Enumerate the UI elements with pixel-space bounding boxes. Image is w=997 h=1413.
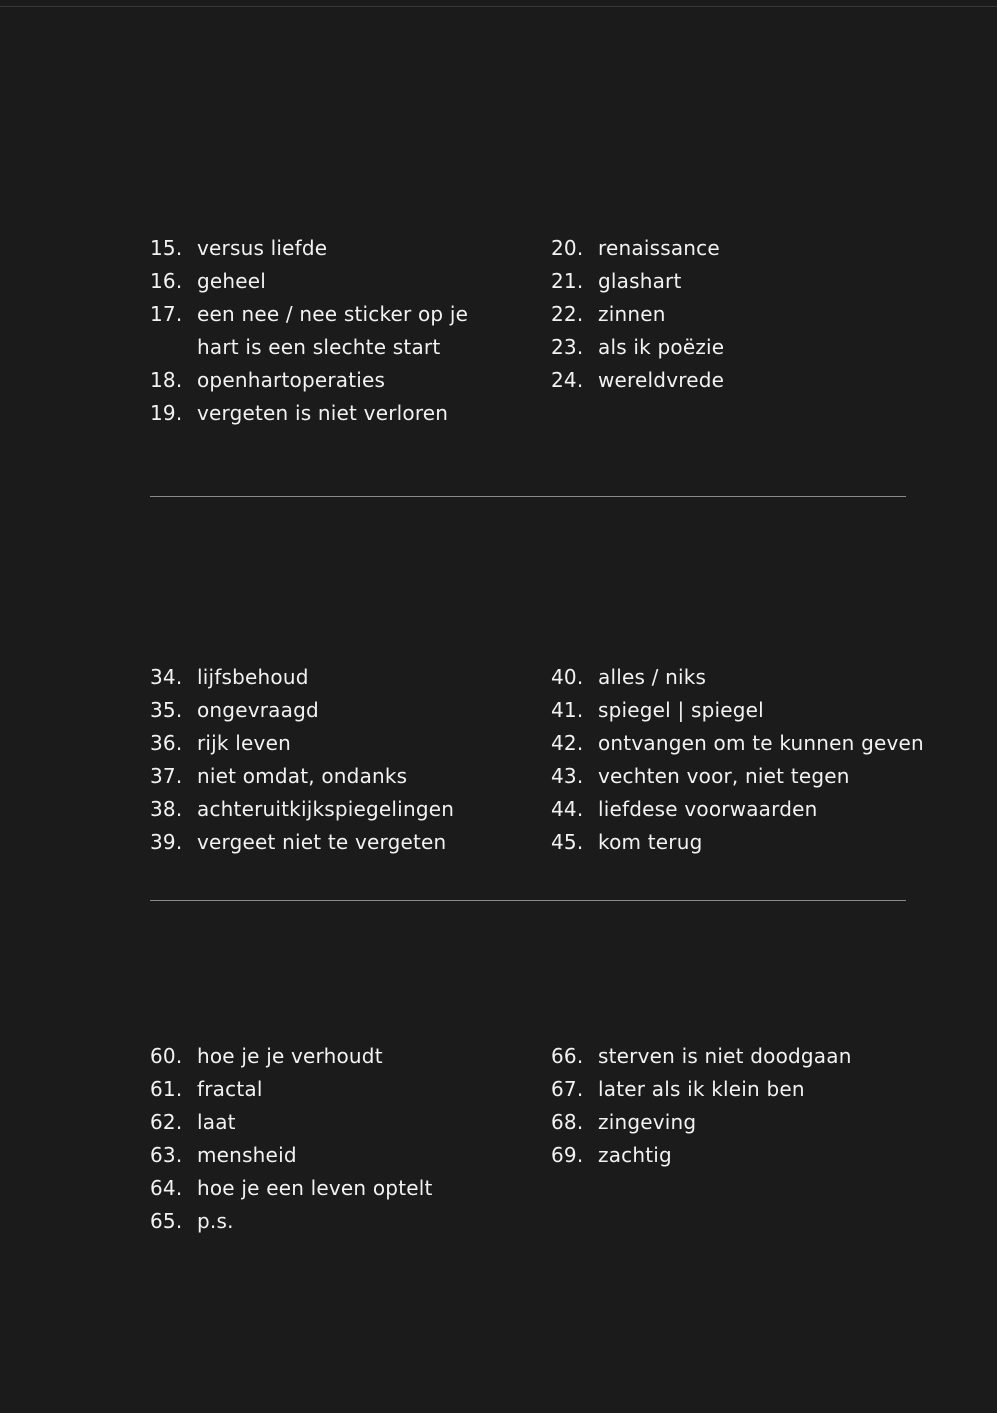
- item-number: 62.: [150, 1110, 183, 1134]
- item-title: ongevraagd: [197, 698, 319, 722]
- toc-item: [150, 364, 540, 397]
- item-number: 42.: [551, 731, 584, 755]
- item-number: 18.: [150, 368, 183, 392]
- item-number: 38.: [150, 797, 183, 821]
- item-title: vergeten is niet verloren: [197, 401, 449, 425]
- item-title: laat: [197, 1110, 236, 1134]
- toc-item: [150, 1040, 540, 1073]
- item-number: 35.: [150, 698, 183, 722]
- toc-item: [551, 232, 931, 265]
- item-title: fractal: [197, 1077, 263, 1101]
- item-title: vergeet niet te vergeten: [197, 830, 447, 854]
- toc-item: [150, 661, 540, 694]
- item-number: 17.: [150, 302, 183, 326]
- toc-item: [551, 331, 931, 364]
- item-title: mensheid: [197, 1143, 297, 1167]
- toc-column-left: [150, 232, 540, 430]
- toc-item: [551, 661, 931, 694]
- item-title: zinnen: [598, 302, 666, 326]
- item-title: kom terug: [598, 830, 703, 854]
- item-title: alles / niks: [598, 665, 707, 689]
- toc-item: [551, 1106, 931, 1139]
- item-number: 40.: [551, 665, 584, 689]
- toc-item: [150, 265, 540, 298]
- item-title: als ik poëzie: [598, 335, 725, 359]
- item-number: 37.: [150, 764, 183, 788]
- item-title: geheel: [197, 269, 267, 293]
- item-number: 22.: [551, 302, 584, 326]
- section-divider: [150, 900, 906, 901]
- item-title: achteruitkijkspiegelingen: [197, 797, 455, 821]
- item-title: later als ik klein ben: [598, 1077, 805, 1101]
- toc-item: [150, 793, 540, 826]
- top-border: [0, 6, 997, 7]
- item-number: 21.: [551, 269, 584, 293]
- toc-item: [150, 397, 540, 430]
- toc-item: [551, 826, 931, 859]
- item-number: 64.: [150, 1176, 183, 1200]
- toc-item: [150, 694, 540, 727]
- item-title: niet omdat, ondanks: [197, 764, 408, 788]
- item-title: liefdese voorwaarden: [598, 797, 818, 821]
- item-title: een nee / nee sticker op je hart is een slechte start: [197, 302, 469, 359]
- item-title: versus liefde: [197, 236, 328, 260]
- item-number: 63.: [150, 1143, 183, 1167]
- item-number: 68.: [551, 1110, 584, 1134]
- item-number: 36.: [150, 731, 183, 755]
- section-divider: [150, 496, 906, 497]
- item-title: lijfsbehoud: [197, 665, 309, 689]
- toc-item: [150, 727, 540, 760]
- item-number: 19.: [150, 401, 183, 425]
- toc-column-right: [551, 1040, 931, 1172]
- item-number: 41.: [551, 698, 584, 722]
- toc-item: [150, 1205, 540, 1238]
- item-title: wereldvrede: [598, 368, 725, 392]
- toc-item: [150, 232, 540, 265]
- item-title: sterven is niet doodgaan: [598, 1044, 852, 1068]
- item-number: 20.: [551, 236, 584, 260]
- toc-item: [150, 298, 540, 364]
- item-title: zingeving: [598, 1110, 697, 1134]
- toc-item: [551, 1139, 931, 1172]
- toc-item: [551, 694, 931, 727]
- item-title: spiegel | spiegel: [598, 698, 764, 722]
- item-number: 45.: [551, 830, 584, 854]
- toc-item: [551, 793, 931, 826]
- toc-item: [551, 364, 931, 397]
- toc-item: [150, 1106, 540, 1139]
- toc-item: [150, 1172, 540, 1205]
- item-number: 34.: [150, 665, 183, 689]
- item-title: hoe je je verhoudt: [197, 1044, 383, 1068]
- item-title: ontvangen om te kunnen geven: [598, 731, 924, 755]
- item-title: zachtig: [598, 1143, 672, 1167]
- item-title: renaissance: [598, 236, 720, 260]
- toc-item: [150, 1073, 540, 1106]
- item-number: 23.: [551, 335, 584, 359]
- item-number: 60.: [150, 1044, 183, 1068]
- item-title: vechten voor, niet tegen: [598, 764, 850, 788]
- toc-item: [551, 298, 931, 331]
- item-number: 61.: [150, 1077, 183, 1101]
- toc-column-left: [150, 1040, 540, 1238]
- item-title: hoe je een leven optelt: [197, 1176, 433, 1200]
- item-number: 15.: [150, 236, 183, 260]
- item-title: rijk leven: [197, 731, 291, 755]
- toc-item: [551, 727, 931, 760]
- item-number: 39.: [150, 830, 183, 854]
- item-title: openhartoperaties: [197, 368, 386, 392]
- item-title: glashart: [598, 269, 682, 293]
- item-number: 65.: [150, 1209, 183, 1233]
- toc-item: [150, 760, 540, 793]
- item-number: 66.: [551, 1044, 584, 1068]
- item-number: 16.: [150, 269, 183, 293]
- item-number: 43.: [551, 764, 584, 788]
- toc-column-left: [150, 661, 540, 859]
- item-number: 67.: [551, 1077, 584, 1101]
- toc-column-right: [551, 232, 931, 397]
- item-number: 24.: [551, 368, 584, 392]
- toc-item: [551, 265, 931, 298]
- toc-item: [150, 1139, 540, 1172]
- toc-item: [150, 826, 540, 859]
- item-title: p.s.: [197, 1209, 234, 1233]
- item-number: 44.: [551, 797, 584, 821]
- toc-item: [551, 1040, 931, 1073]
- toc-item: [551, 1073, 931, 1106]
- item-number: 69.: [551, 1143, 584, 1167]
- toc-item: [551, 760, 931, 793]
- toc-column-right: [551, 661, 931, 859]
